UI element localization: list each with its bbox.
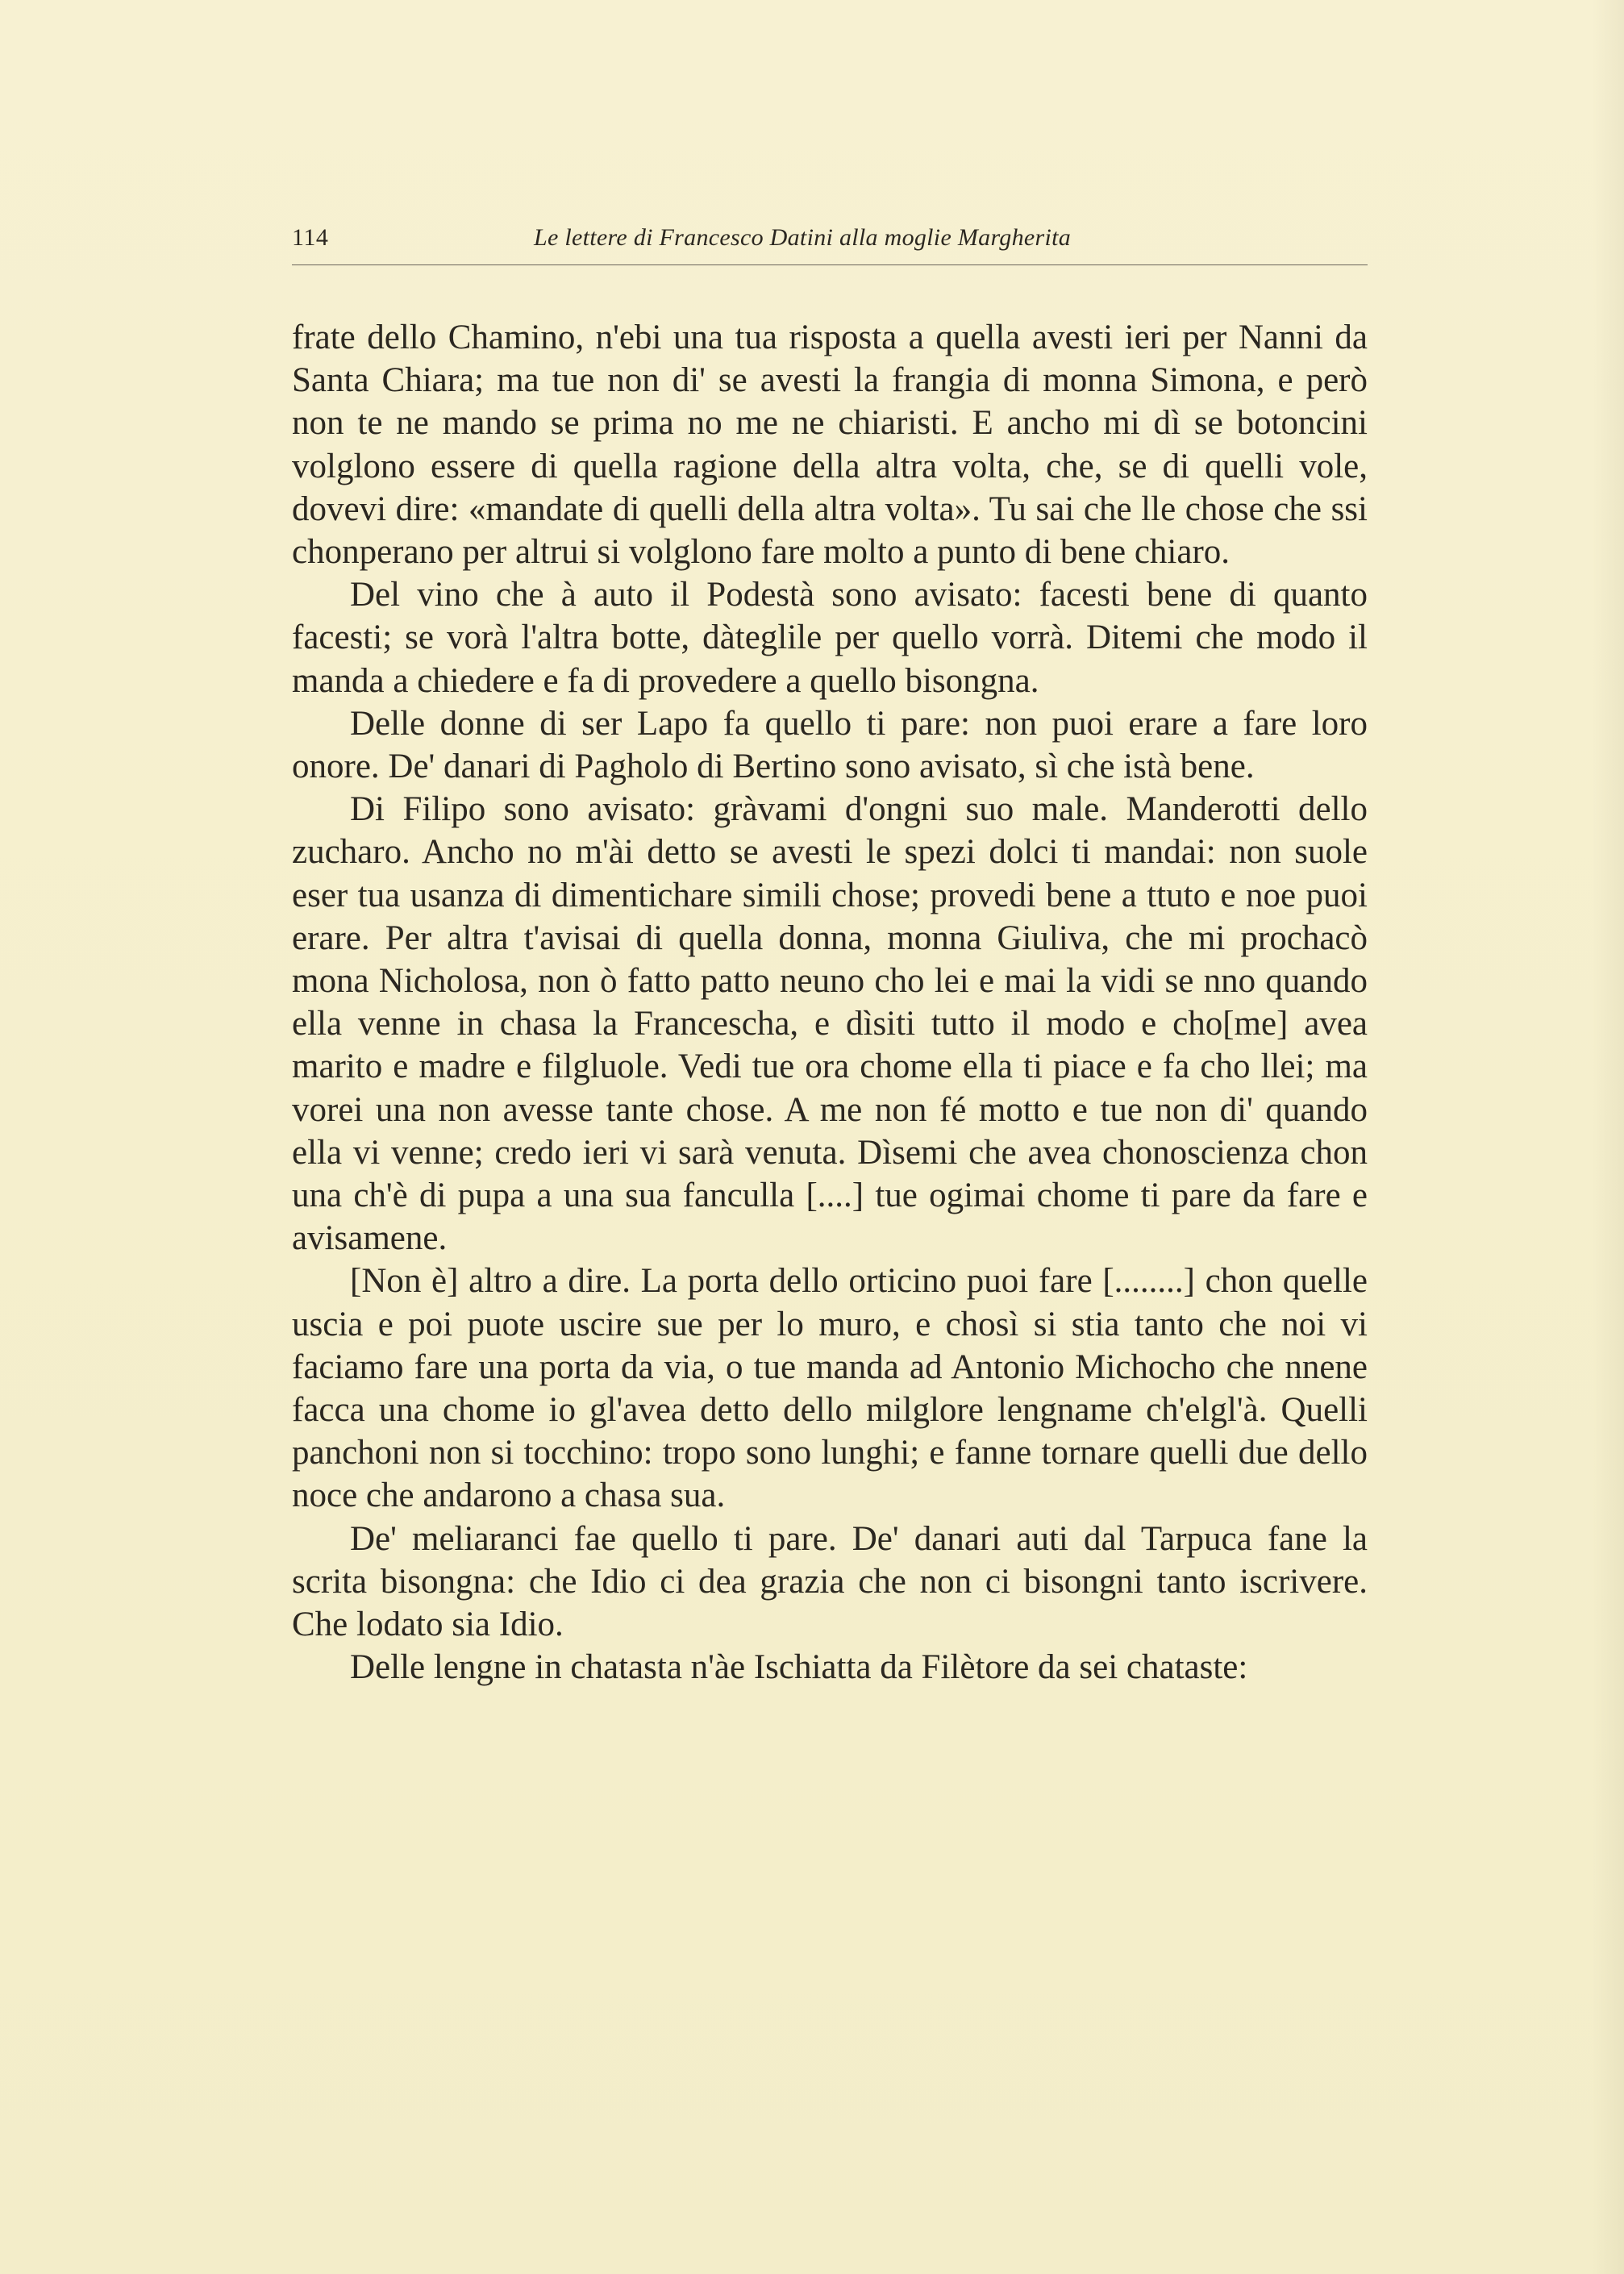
header-rule [292,264,1368,265]
page-edge-shadow [1592,0,1624,2274]
paragraph: Di Filipo sono avisato: gràvami d'ongni suo male. Manderotti dello zucharo. Ancho no m'ài detto se avesti le spezi dolci ti mandai: non suole eser tua usanza di dimentichare simili chose; provedi bene a ttuto e noe puoi erare. Per altra t'avisai di quella donna, monna Giuliva, che mi prochacò mona Nicholosa, non ò fatto patto neuno cho lei e mai la vidi se nno quando ella venne in chasa la Francescha, e dìsiti tutto il modo e cho[me] avea marito e madre e filgluole. Vedi tue ora chome ella ti piace e fa cho llei; ma vorei una non avesse tante chose. A me non fé motto e tue non di' quando ella vi venne; credo ieri vi sarà venuta. Dìsemi che avea chonoscienza chon una ch'è di pupa a una sua fanculla [....] tue ogimai chome ti pare da fare e avisamene. [292,790,1368,1258]
running-head-title: Le lettere di Francesco Datini alla moglie Margherita [534,224,1072,251]
paragraph: De' meliaranci fae quello ti pare. De' danari auti dal Tarpuca fane la scrita bisongna: che Idio ci dea grazia che non ci bisongni tanto iscrivere. Che lodato sia Idio. [292,1519,1368,1644]
paragraph: Del vino che à auto il Podestà sono avisato: facesti bene di quanto facesti; se vorà l'altra botte, dàteglile per quello vorrà. Ditemi che modo il manda a chiedere e fa di provedere a quello bisongna. [292,576,1368,700]
paragraph: frate dello Chamino, n'ebi una tua risposta a quella avesti ieri per Nanni da Santa Chiara; ma tue non di' se avesti la frangia di monna Simona, e però non te ne mando se prima no me ne chiaristi. E ancho mi dì se botoncini volglono essere di quella ragione della altra volta, che, se di quelli vole, dovevi dire: «mandate di quelli della altra volta». Tu sai che lle chose che ssi chonperano per altrui si volglono fare molto a punto di bene chiaro. [292,319,1368,572]
body-text [292,316,1368,1689]
paragraph: Delle donne di ser Lapo fa quello ti pare: non puoi erare a fare loro onore. De' danari di Pagholo di Bertino sono avisato, sì che istà bene. [292,704,1368,786]
page-number: 114 [292,224,329,251]
paragraph: Delle lengne in chatasta n'àe Ischiatta da Filètore da sei chataste: [350,1648,1248,1687]
running-head [292,224,1368,261]
paragraph: [Non è] altro a dire. La porta dello orticino puoi fare [........] chon quelle uscia e poi puote uscire sue per lo muro, e chosì si stia tanto che noi vi faciamo fare una porta da via, o tue manda ad Antonio Michocho che nnene facca una chome io gl'avea detto dello milglore lengname ch'elgl'à. Quelli panchoni non si tocchino: tropo sono lunghi; e fanne tornare quelli due dello noce che andarono a chasa sua. [292,1262,1368,1515]
